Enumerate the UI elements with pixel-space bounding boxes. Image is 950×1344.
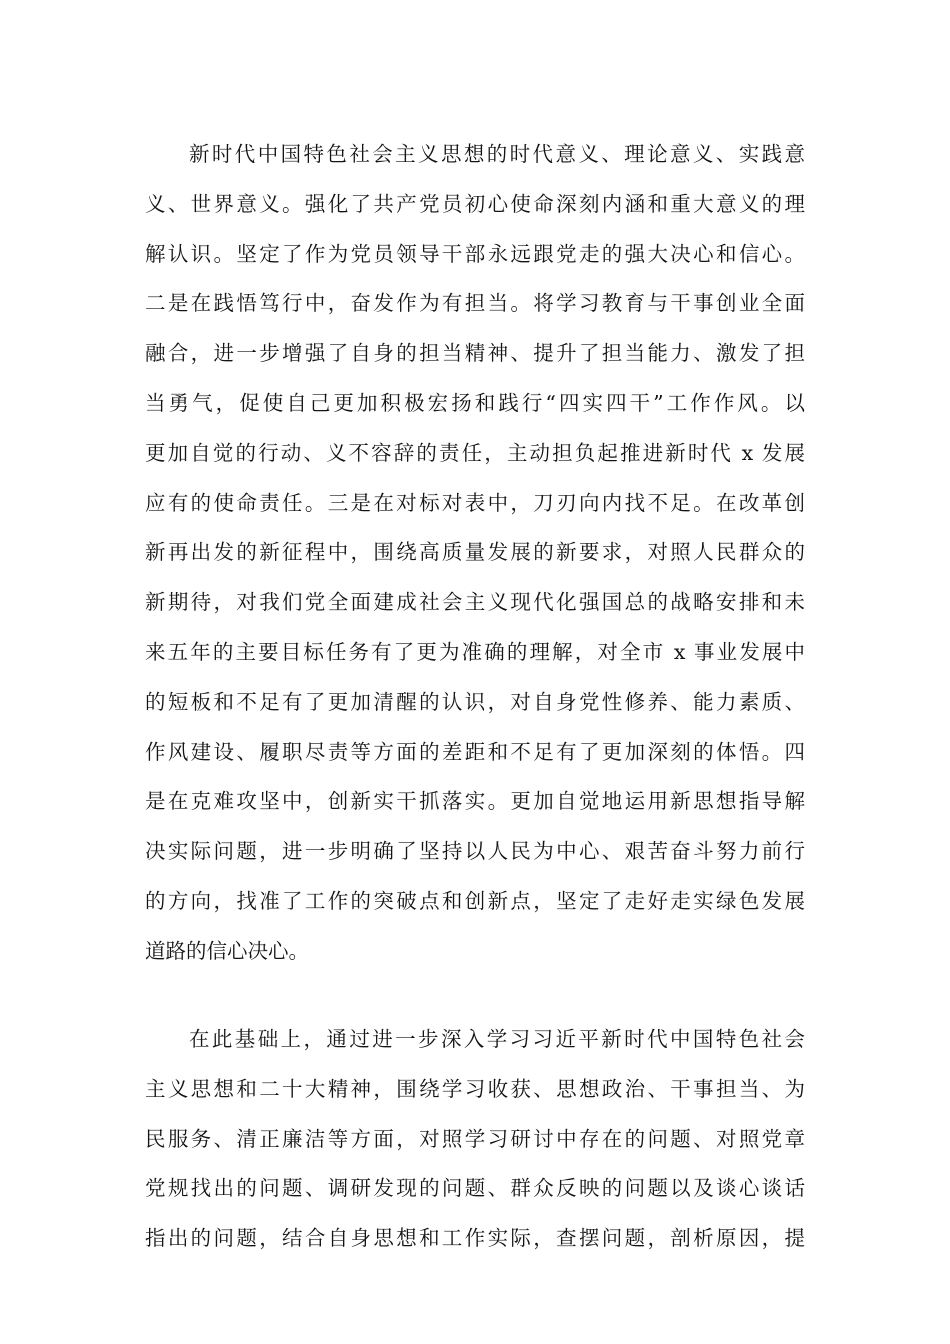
paragraph-line: 来五年的主要目标任务有了更为准确的理解，对全市 x 事业发展中 [145,639,805,664]
paragraph-line: 决实际问题，进一步明确了坚持以人民为中心、艰苦奋斗努力前行 [145,839,805,864]
paragraph-line: 新再出发的新征程中，围绕高质量发展的新要求，对照人民群众的 [145,540,805,565]
paragraph-line: 民服务、清正廉洁等方面，对照学习研讨中存在的问题、对照党章 [145,1126,805,1151]
paragraph-line: 指出的问题，结合自身思想和工作实际，查摆问题，剖析原因，提 [145,1226,805,1251]
paragraph-line: 新时代中国特色社会主义思想的时代意义、理论意义、实践意 [189,142,805,166]
paragraph-line: 义、世界意义。强化了共产党员初心使命深刻内涵和重大意义的理 [145,191,805,216]
paragraph-line: 融合，进一步增强了自身的担当精神、提升了担当能力、激发了担 [145,341,805,366]
paragraph-line: 道路的信心决心。 [145,938,309,963]
paragraph-line: 是在克难攻坚中，创新实干抓落实。更加自觉地运用新思想指导解 [145,789,805,814]
paragraph-line: 的方向，找准了工作的突破点和创新点，坚定了走好走实绿色发展 [145,888,805,913]
paragraph-1 [145,136,805,983]
paragraph-line: 更加自觉的行动、义不容辞的责任，主动担负起推进新时代 x 发展 [145,440,805,465]
paragraph-line: 解认识。坚定了作为党员领导干部永远跟党走的强大决心和信心。 [145,241,805,266]
paragraph-line: 应有的使命责任。三是在对标对表中，刀刃向内找不足。在改革创 [145,490,805,515]
paragraph-line: 当勇气，促使自己更加积极宏扬和践行“四实四干”工作作风。以 [145,390,805,415]
paragraph-line: 在此基础上，通过进一步深入学习习近平新时代中国特色社会 [189,1027,805,1051]
paragraph-line: 新期待，对我们党全面建成社会主义现代化强国总的战略安排和未 [145,590,805,615]
paragraph-line: 的短板和不足有了更加清醒的认识，对自身党性修养、能力素质、 [145,689,805,714]
paragraph-2 [145,1021,805,1270]
paragraph-line: 党规找出的问题、调研发现的问题、群众反映的问题以及谈心谈话 [145,1176,805,1201]
paragraph-line: 二是在践悟笃行中，奋发作为有担当。将学习教育与干事创业全面 [145,291,805,316]
paragraph-line: 主义思想和二十大精神，围绕学习收获、思想政治、干事担当、为 [145,1076,805,1101]
paragraph-line: 作风建设、履职尽责等方面的差距和不足有了更加深刻的体悟。四 [145,739,805,764]
